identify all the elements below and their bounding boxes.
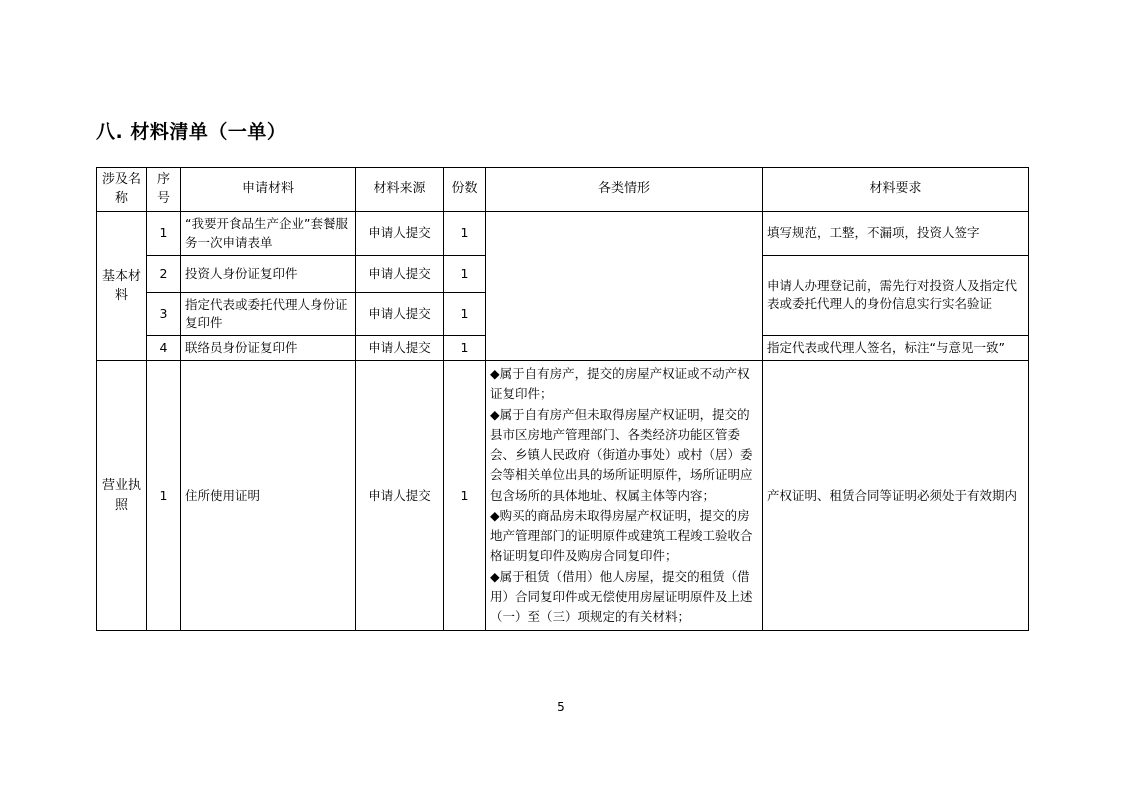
material-name-cell: 投资人身份证复印件 bbox=[181, 255, 356, 292]
material-count-cell: 1 bbox=[444, 255, 486, 292]
seq-cell: 1 bbox=[147, 361, 181, 631]
column-header-seq: 序号 bbox=[147, 167, 181, 212]
cases-cell-license bbox=[486, 361, 763, 631]
material-name-cell: “我要开食品生产企业”套餐服务一次申请表单 bbox=[181, 212, 356, 255]
document-content bbox=[96, 120, 1028, 631]
column-header-source: 材料来源 bbox=[356, 167, 444, 212]
requirement-cell: 指定代表或代理人签名，标注“与意见一致” bbox=[763, 335, 1029, 360]
page-number: 5 bbox=[557, 700, 565, 714]
case-paragraph: ◆属于自有房产，提交的房屋产权证或不动产权证复印件； bbox=[490, 366, 750, 402]
column-header-requirement: 材料要求 bbox=[763, 167, 1029, 212]
column-header-scope: 涉及名称 bbox=[97, 167, 147, 212]
material-count-cell: 1 bbox=[444, 212, 486, 255]
table-row bbox=[97, 212, 1029, 255]
material-name-cell: 联络员身份证复印件 bbox=[181, 335, 356, 360]
scope-cell-license: 营业执照 bbox=[97, 361, 147, 631]
seq-cell: 4 bbox=[147, 335, 181, 360]
column-header-cases: 各类情形 bbox=[486, 167, 763, 212]
column-header-material: 申请材料 bbox=[181, 167, 356, 212]
material-source-cell: 申请人提交 bbox=[356, 335, 444, 360]
material-list-table bbox=[96, 167, 1029, 632]
column-header-count: 份数 bbox=[444, 167, 486, 212]
material-source-cell: 申请人提交 bbox=[356, 292, 444, 335]
page-title: 八. 材料清单（一单） bbox=[96, 121, 287, 143]
case-paragraph: ◆属于租赁（借用）他人房屋，提交的租赁（借用）合同复印件或无偿使用房屋证明原件及上述（一）至（三）项规定的有关材料； bbox=[490, 568, 753, 624]
case-paragraph: ◆购买的商品房未取得房屋产权证明，提交的房地产管理部门的证明原件或建筑工程竣工验收合格证明复印件及购房合同复印件； bbox=[490, 507, 753, 564]
requirement-cell: 填写规范，工整，不漏项，投资人签字 bbox=[763, 212, 1029, 255]
material-count-cell: 1 bbox=[444, 292, 486, 335]
material-count-cell: 1 bbox=[444, 335, 486, 360]
material-name-cell: 指定代表或委托代理人身份证复印件 bbox=[181, 292, 356, 335]
material-source-cell: 申请人提交 bbox=[356, 255, 444, 292]
cases-cell-basic bbox=[486, 212, 763, 361]
requirement-cell: 申请人办理登记前，需先行对投资人及指定代表或委托代理人的身份信息实行实名验证 bbox=[763, 255, 1029, 335]
material-source-cell: 申请人提交 bbox=[356, 361, 444, 631]
requirement-cell: 产权证明、租赁合同等证明必须处于有效期内 bbox=[763, 361, 1029, 631]
material-count-cell: 1 bbox=[444, 361, 486, 631]
case-paragraph: ◆属于自有房产但未取得房屋产权证明，提交的县市区房地产管理部门、各类经济功能区管委会、乡镇人民政府（街道办事处）或村（居）委会等相关单位出具的场所证明原件，场所证明应包含场所的具体地址、权属主体等内容； bbox=[490, 406, 753, 503]
material-name-cell: 住所使用证明 bbox=[181, 361, 356, 631]
seq-cell: 2 bbox=[147, 255, 181, 292]
seq-cell: 1 bbox=[147, 212, 181, 255]
scope-cell-basic: 基本材料 bbox=[97, 212, 147, 361]
seq-cell: 3 bbox=[147, 292, 181, 335]
table-row bbox=[97, 361, 1029, 631]
table-header-row bbox=[97, 167, 1029, 212]
material-source-cell: 申请人提交 bbox=[356, 212, 444, 255]
